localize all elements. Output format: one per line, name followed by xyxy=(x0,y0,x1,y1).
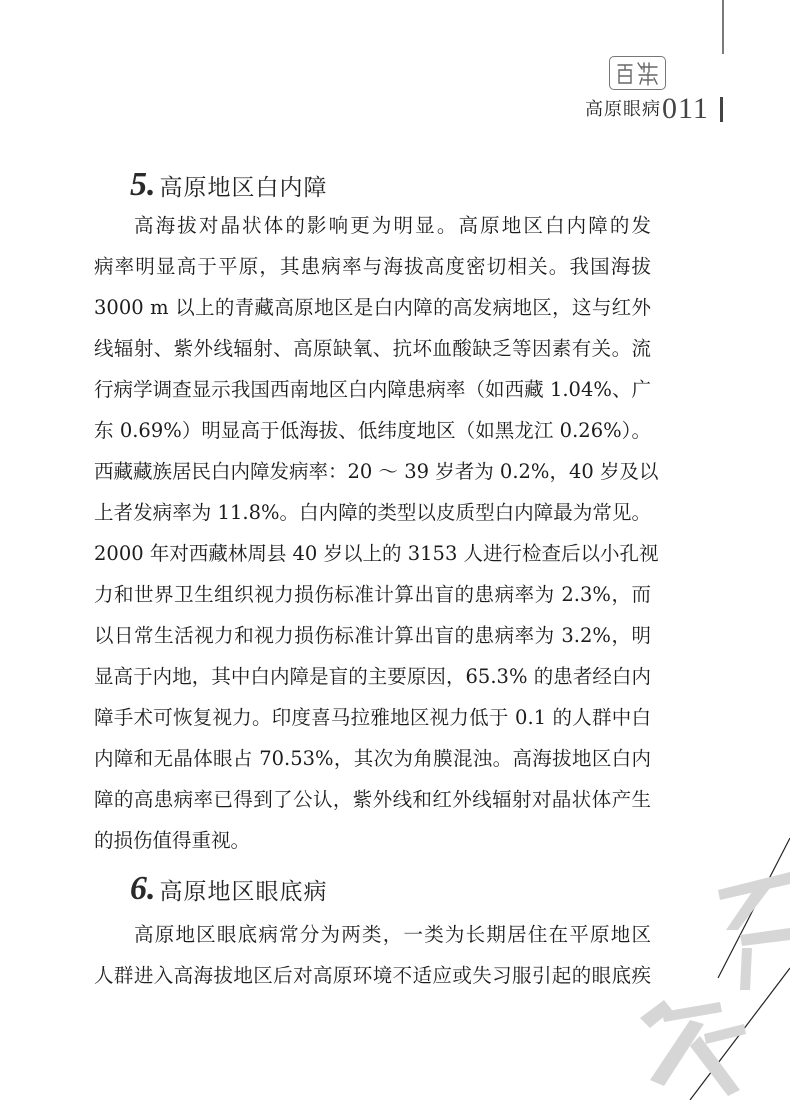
paragraph-line: 2000 年对西藏林周县 40 岁以上的 3153 人进行检查后以小孔视 xyxy=(94,542,659,565)
paragraph-line: 东 0.69%）明显高于低海拔、低纬度地区（如黑龙江 0.26%）。 xyxy=(94,419,651,442)
section-title: 高原地区白内障 xyxy=(159,175,328,201)
paragraph-line: 障的高患病率已得到了公认，紫外线和红外线辐射对晶状体产生 xyxy=(94,788,651,811)
paragraph-line: 内障和无晶体眼占 70.53%，其次为角膜混浊。高海拔地区白内 xyxy=(94,747,651,770)
paragraph-line: 以日常生活视力和视力损伤标准计算出盲的患病率为 3.2%，明 xyxy=(94,624,651,647)
paragraph-line: 的损伤值得重视。 xyxy=(94,829,251,852)
paragraph-line: 上者发病率为 11.8%。白内障的类型以皮质型白内障最为常见。 xyxy=(94,501,651,524)
section-title: 高原地区眼底病 xyxy=(159,879,328,905)
section-number: 6. xyxy=(130,870,156,907)
top-divider-line xyxy=(722,0,724,54)
paragraph-line: 病率明显高于平原，其患病率与海拔高度密切相关。我国海拔 xyxy=(94,255,651,278)
paragraph-line: 线辐射、紫外线辐射、高原缺氧、抗坏血酸缺乏等因素有关。流 xyxy=(94,337,651,360)
seal-glyph-icon xyxy=(613,59,663,87)
paragraph-line: 行病学调查显示我国西南地区白内障患病率（如西藏 1.04%、广 xyxy=(94,378,651,401)
paragraph-line: 3000 m 以上的青藏高原地区是白内障的高发病地区，这与红外 xyxy=(94,296,651,319)
paragraph-line: 高海拔对晶状体的影响更为明显。高原地区白内障的发 xyxy=(134,214,651,237)
section-number: 5. xyxy=(130,166,156,203)
section-heading-5 xyxy=(130,166,328,204)
paragraph-line: 显高于内地，其中白内障是盲的主要原因，65.3% 的患者经白内 xyxy=(94,665,651,688)
page-number: 011 xyxy=(662,92,709,125)
paragraph-line: 高原地区眼底病常分为两类，一类为长期居住在平原地区 xyxy=(134,923,651,946)
running-header-title: 高原眼病 xyxy=(585,99,661,120)
section-heading-6 xyxy=(130,870,328,908)
header-bar xyxy=(720,97,723,122)
paragraph-line: 障手术可恢复视力。印度喜马拉雅地区视力低于 0.1 的人群中白 xyxy=(94,706,651,729)
paragraph-line: 西藏藏族居民白内障发病率：20 ～ 39 岁者为 0.2%，40 岁及以 xyxy=(94,460,659,483)
publisher-seal-icon xyxy=(609,56,666,90)
paragraph-line: 力和世界卫生组织视力损伤标准计算出盲的患病率为 2.3%，而 xyxy=(94,583,651,606)
paragraph-line: 人群进入高海拔地区后对高原环境不适应或失习服引起的眼底疾 xyxy=(94,964,651,987)
